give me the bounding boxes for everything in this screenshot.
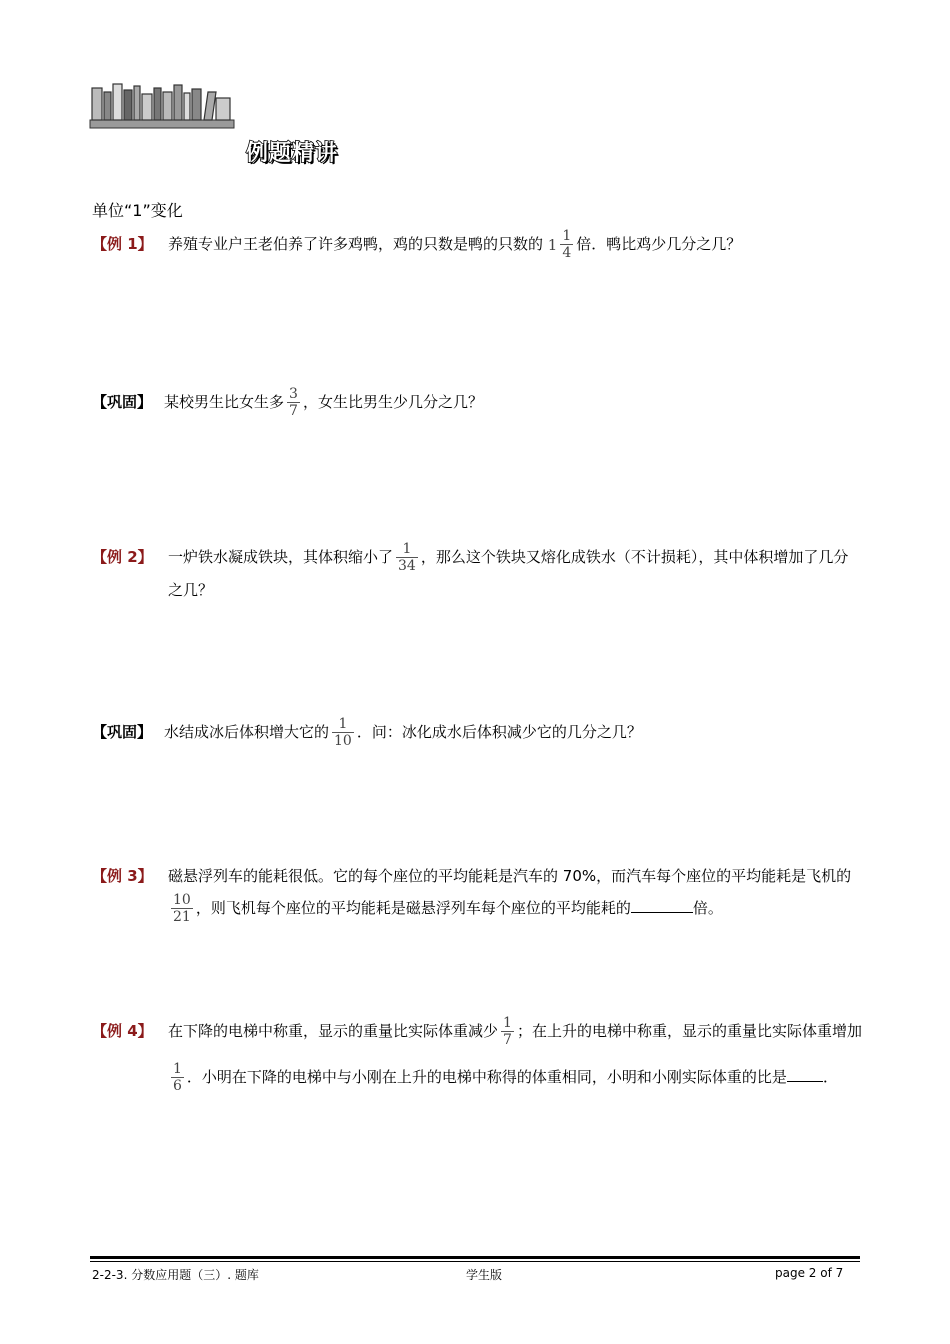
bookshelf-logo bbox=[88, 78, 236, 134]
footer-right: page 2 of 7 bbox=[775, 1266, 844, 1280]
example-4 bbox=[92, 1008, 867, 1118]
example-tag: 【例 4】 bbox=[92, 1022, 153, 1040]
example-tag: 【例 2】 bbox=[92, 548, 153, 566]
footer-left: 2-2-3. 分数应用题（三）. 题库 bbox=[92, 1268, 259, 1282]
fraction: $\frac{1}{34}$ bbox=[398, 541, 416, 574]
example-body: 一炉铁水凝成铁块，其体积缩小了 $\frac{1}{34}$ ，那么这个铁块又熔化成铁水（不计损耗），其中体积增加了几分之几？ bbox=[168, 541, 849, 599]
consolidation-body: 水结成冰后体积增大它的 $\frac{1}{10}$ ．问：冰化成水后体积减少它的几分之几？ bbox=[164, 716, 642, 749]
consolidation-2 bbox=[92, 716, 867, 750]
answer-blank[interactable] bbox=[787, 1065, 823, 1082]
consolidation-tag: 【巩固】 bbox=[92, 723, 153, 741]
fraction: $\frac{3}{7}$ bbox=[289, 386, 298, 419]
fraction: $\frac{1}{6}$ bbox=[173, 1061, 182, 1094]
consolidation-body: 某校男生比女生多 $\frac{3}{7}$ ，女生比男生少几分之几？ bbox=[164, 386, 483, 419]
consolidation-tag: 【巩固】 bbox=[92, 393, 153, 411]
subheading: 单位“1”变化 bbox=[92, 201, 183, 220]
example-body: 磁悬浮列车的能耗很低。它的每个座位的平均能耗是汽车的 70%，而汽车每个座位的平均能耗是飞机的 $\frac{10}{21}$ ，则飞机每个座位的平均能耗是磁悬浮列车每个座位的平均能耗的 倍。 bbox=[168, 867, 852, 925]
section-title: 例题精讲 bbox=[246, 141, 339, 166]
fraction: $\frac{1}{7}$ bbox=[503, 1015, 512, 1048]
mixed-number: 1 bbox=[547, 235, 558, 254]
example-3 bbox=[92, 860, 867, 930]
answer-blank[interactable] bbox=[631, 896, 693, 913]
consolidation-1 bbox=[92, 386, 867, 420]
example-tag: 【例 3】 bbox=[92, 867, 153, 885]
example-tag: 【例 1】 bbox=[92, 235, 153, 253]
fraction: $\frac{1}{4}$ bbox=[562, 228, 572, 261]
fraction: $\frac{10}{21}$ bbox=[173, 892, 191, 925]
example-2 bbox=[92, 541, 867, 611]
example-body: 在下降的电梯中称重，显示的重量比实际体重减少 $\frac{1}{7}$ ；在上升的电梯中称重，显示的重量比实际体重增加 $\frac{1}{6}$ ．小明在下降的电梯中与小刚在上升的电梯中称得的体重相同，小明和小刚实际体重的比是 ． bbox=[168, 1015, 862, 1094]
example-body: 养殖专业户王老伯养了许多鸡鸭，鸡的只数是鸭的只数的 1 $\frac{1}{4}$ 倍．鸭比鸡少几分之几？ bbox=[168, 228, 742, 261]
footer-rule bbox=[90, 1256, 860, 1259]
footer-rule-thin bbox=[90, 1261, 860, 1262]
example-1 bbox=[92, 228, 867, 262]
fraction: $\frac{1}{10}$ bbox=[334, 716, 352, 749]
footer-center: 学生版 bbox=[466, 1268, 503, 1282]
